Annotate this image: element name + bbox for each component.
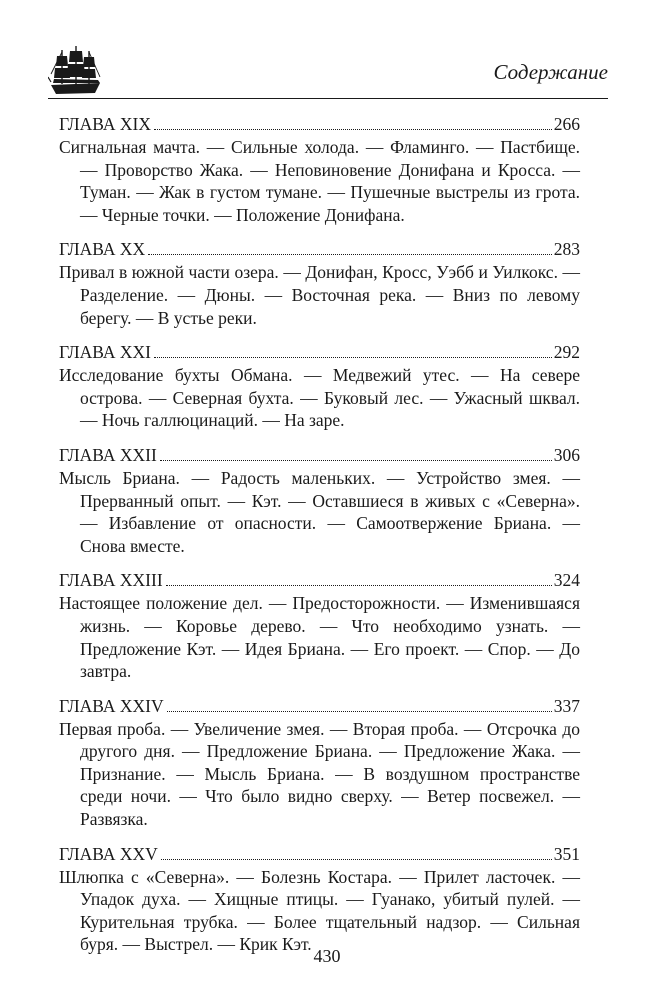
- running-title: Содержание: [493, 60, 608, 84]
- chapter-title: ГЛАВА XXI: [59, 342, 151, 363]
- dot-leader: [166, 585, 552, 586]
- chapter-title: ГЛАВА XXII: [59, 444, 157, 465]
- chapter-line[interactable]: [59, 237, 580, 261]
- chapter-line[interactable]: [59, 443, 580, 467]
- page-number: 351: [553, 843, 580, 864]
- chapter-title: ГЛАВА XX: [59, 239, 146, 260]
- chapter-summary: Привал в южной части озера. — Донифан, Кросс, Уэбб и Уилкокс. — Разделение. — Дюны. — Восточная река. — Вниз по левому берегу. — В устье реки.: [59, 262, 580, 328]
- folio-page-number: 430: [313, 946, 341, 966]
- page-number: 306: [553, 444, 580, 465]
- dot-leader: [154, 357, 552, 358]
- chapter-line[interactable]: [59, 340, 580, 364]
- toc-entry: [59, 842, 580, 956]
- chapter-title: ГЛАВА XIX: [59, 114, 151, 134]
- chapter-line[interactable]: [59, 842, 580, 866]
- toc-entry: [59, 568, 580, 682]
- chapter-line[interactable]: [59, 112, 580, 136]
- page-number: 292: [553, 342, 580, 363]
- dot-leader: [167, 711, 552, 712]
- chapter-summary: Первая проба. — Увеличение змея. — Вторая проба. — Отсрочка до другого дня. — Предложение Бриана. — Предложение Жака. — Признание. — Мысль Бриана. — В воздушном пространстве среди ночи. — Что было видно сверху. — Ветер посвежел. — Развязка.: [59, 718, 580, 830]
- chapter-title: ГЛАВА XXV: [59, 843, 158, 864]
- sailing-ship-icon: [48, 44, 104, 100]
- toc-entry: [59, 694, 580, 831]
- page-number: 266: [553, 114, 580, 134]
- table-of-contents: [59, 112, 580, 967]
- chapter-summary: Шлюпка с «Северна». — Болезнь Костара. — Прилет ласточек. — Упадок духа. — Хищные птицы. — Гуанако, убитый пулей. — Курительная трубка. — Более тщательный надзор. — Сильная буря. — Выстрел. — Крик Кэт.: [59, 866, 580, 955]
- toc-entry: [59, 443, 580, 557]
- chapter-line[interactable]: [59, 694, 580, 718]
- chapter-summary: Мысль Бриана. — Радость маленьких. — Устройство змея. — Прерванный опыт. — Кэт. — Оставшиеся в живых с «Северна». — Избавление от опасности. — Самоотвержение Бриана. — Снова вместе.: [59, 467, 580, 556]
- toc-entry: [59, 340, 580, 432]
- chapter-title: ГЛАВА XXIII: [59, 570, 163, 591]
- dot-leader: [160, 460, 552, 461]
- page-number: 283: [553, 239, 580, 260]
- chapter-line[interactable]: [59, 568, 580, 592]
- chapter-summary: Исследование бухты Обмана. — Медвежий утес. — На севере острова. — Северная бухта. — Буковый лес. — Ужасный шквал. — Ночь галлюцинаций. — На заре.: [59, 365, 580, 431]
- header-rule: [48, 98, 608, 99]
- dot-leader: [161, 859, 552, 860]
- dot-leader: [154, 129, 552, 130]
- chapter-summary: Настоящее положение дел. — Предосторожности. — Изменившаяся жизнь. — Коровье дерево. — Что необходимо узнать. — Предложение Кэт. — Идея Бриана. — Его проект. — Спор. — До завтра.: [59, 593, 580, 682]
- page-header: [48, 44, 608, 102]
- chapter-title: ГЛАВА XXIV: [59, 695, 164, 716]
- toc-entry: [59, 112, 580, 226]
- toc-entry: [59, 237, 580, 329]
- dot-leader: [148, 254, 552, 255]
- chapter-summary: Сигнальная мачта. — Сильные холода. — Фламинго. — Пастбище. — Проворство Жака. — Неповиновение Донифана и Кросса. — Туман. — Жак в густом тумане. — Пушечные выстрелы из грота. — Черные точки. — Положение Донифана.: [59, 137, 580, 225]
- page-number: 337: [553, 695, 580, 716]
- page-number: 324: [553, 570, 580, 591]
